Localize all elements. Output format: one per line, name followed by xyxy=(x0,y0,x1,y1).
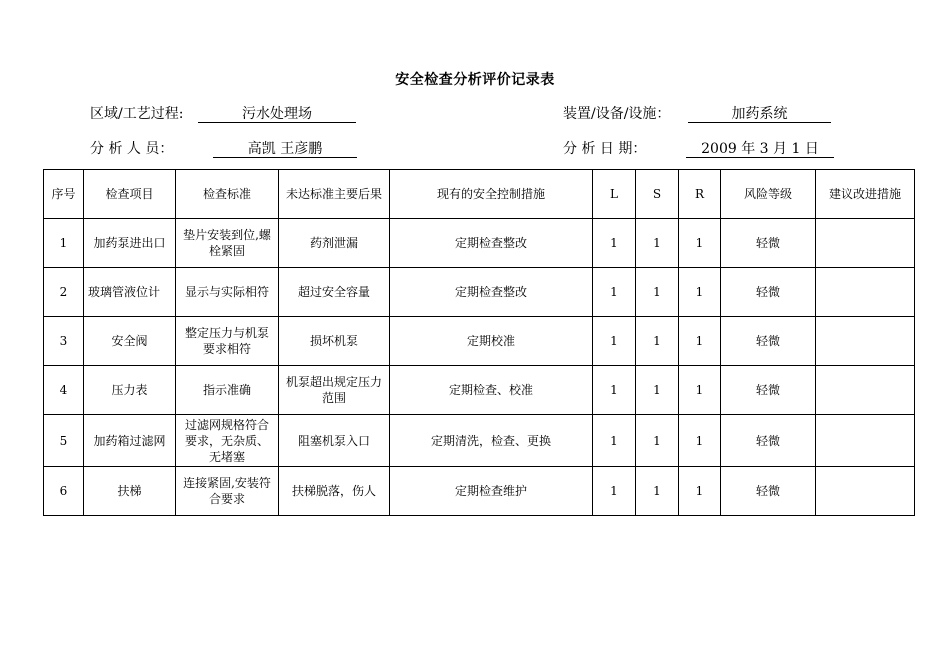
table-cell: 连接紧固,安装符合要求 xyxy=(176,467,279,516)
table-cell: 2 xyxy=(44,268,84,317)
table-cell: 1 xyxy=(636,219,679,268)
table-cell: 1 xyxy=(679,317,721,366)
table-cell: 6 xyxy=(44,467,84,516)
table-cell xyxy=(816,415,915,467)
header-cell: S xyxy=(636,170,679,219)
table-row xyxy=(44,219,915,268)
table-cell: 定期校准 xyxy=(390,317,593,366)
table-cell xyxy=(816,219,915,268)
date-label: 分 析 日 期： xyxy=(563,141,647,157)
table-cell: 1 xyxy=(593,467,636,516)
table-cell xyxy=(816,467,915,516)
date-value: 2009 年 3 月 1 日 xyxy=(686,139,834,158)
table-cell: 超过安全容量 xyxy=(279,268,390,317)
table-cell: 轻微 xyxy=(721,415,816,467)
table-cell: 1 xyxy=(636,317,679,366)
table-header-row xyxy=(44,170,915,219)
table-cell: 机泵超出规定压力范围 xyxy=(279,366,390,415)
table-cell: 扶梯脱落，伤人 xyxy=(279,467,390,516)
equipment-field xyxy=(563,104,788,124)
table-cell: 定期检查整改 xyxy=(390,268,593,317)
table-cell: 1 xyxy=(679,467,721,516)
table-cell: 1 xyxy=(44,219,84,268)
table-cell: 显示与实际相符 xyxy=(176,268,279,317)
table-cell: 轻微 xyxy=(721,268,816,317)
equipment-label: 装置/设备/设施： xyxy=(563,106,671,122)
table-row xyxy=(44,467,915,516)
table-cell: 加药箱过滤网 xyxy=(84,415,176,467)
date-field xyxy=(563,139,819,159)
table-cell: 1 xyxy=(593,219,636,268)
table-cell: 1 xyxy=(593,415,636,467)
table-cell: 定期检查、校准 xyxy=(390,366,593,415)
table-cell: 垫片安装到位,螺栓紧固 xyxy=(176,219,279,268)
table-cell: 药剂泄漏 xyxy=(279,219,390,268)
table-cell: 1 xyxy=(636,467,679,516)
table-cell: 轻微 xyxy=(721,317,816,366)
inspection-table xyxy=(43,169,915,516)
area-value: 污水处理场 xyxy=(198,104,356,123)
table-cell: 5 xyxy=(44,415,84,467)
table-cell: 加药泵进出口 xyxy=(84,219,176,268)
table-cell: 1 xyxy=(636,268,679,317)
table-cell: 1 xyxy=(679,219,721,268)
document-title: 安全检查分析评价记录表 xyxy=(395,72,555,88)
table-cell xyxy=(816,317,915,366)
table-row xyxy=(44,317,915,366)
header-cell: L xyxy=(593,170,636,219)
table-cell: 1 xyxy=(679,268,721,317)
table-cell xyxy=(816,268,915,317)
table-cell: 1 xyxy=(593,366,636,415)
table-cell: 1 xyxy=(636,366,679,415)
table-cell: 指示准确 xyxy=(176,366,279,415)
area-field xyxy=(90,104,312,124)
area-label: 区域/工艺过程: xyxy=(90,106,184,122)
table-cell: 损坏机泵 xyxy=(279,317,390,366)
table-cell: 4 xyxy=(44,366,84,415)
table-cell: 安全阀 xyxy=(84,317,176,366)
table-row xyxy=(44,268,915,317)
table-cell: 过滤网规格符合要求，无杂质、无堵塞 xyxy=(176,415,279,467)
table-cell: 1 xyxy=(593,268,636,317)
table-cell: 1 xyxy=(593,317,636,366)
header-cell: 建议改进措施 xyxy=(816,170,915,219)
header-cell: 未达标准主要后果 xyxy=(279,170,390,219)
table-row xyxy=(44,366,915,415)
table-cell: 定期检查维护 xyxy=(390,467,593,516)
table-cell: 压力表 xyxy=(84,366,176,415)
analyst-value: 高凯 王彦鹏 xyxy=(213,139,357,158)
table-cell: 1 xyxy=(679,366,721,415)
table-row xyxy=(44,415,915,467)
equipment-value: 加药系统 xyxy=(688,104,831,123)
table-cell: 1 xyxy=(636,415,679,467)
analyst-label: 分 析 人 员： xyxy=(90,141,174,157)
analyst-field xyxy=(90,139,323,159)
table-cell: 定期检查整改 xyxy=(390,219,593,268)
table-cell: 轻微 xyxy=(721,467,816,516)
table-cell: 阻塞机泵入口 xyxy=(279,415,390,467)
table-cell xyxy=(816,366,915,415)
table-cell: 整定压力与机泵要求相符 xyxy=(176,317,279,366)
table-cell: 轻微 xyxy=(721,366,816,415)
header-cell: 序号 xyxy=(44,170,84,219)
header-cell: 检查标准 xyxy=(176,170,279,219)
header-cell: 检查项目 xyxy=(84,170,176,219)
table-cell: 3 xyxy=(44,317,84,366)
table-cell: 1 xyxy=(679,415,721,467)
table-cell: 玻璃管液位计 xyxy=(84,268,176,317)
table-cell: 扶梯 xyxy=(84,467,176,516)
table-cell: 轻微 xyxy=(721,219,816,268)
header-cell: R xyxy=(679,170,721,219)
table-cell: 定期清洗，检查、更换 xyxy=(390,415,593,467)
header-cell: 现有的安全控制措施 xyxy=(390,170,593,219)
header-cell: 风险等级 xyxy=(721,170,816,219)
